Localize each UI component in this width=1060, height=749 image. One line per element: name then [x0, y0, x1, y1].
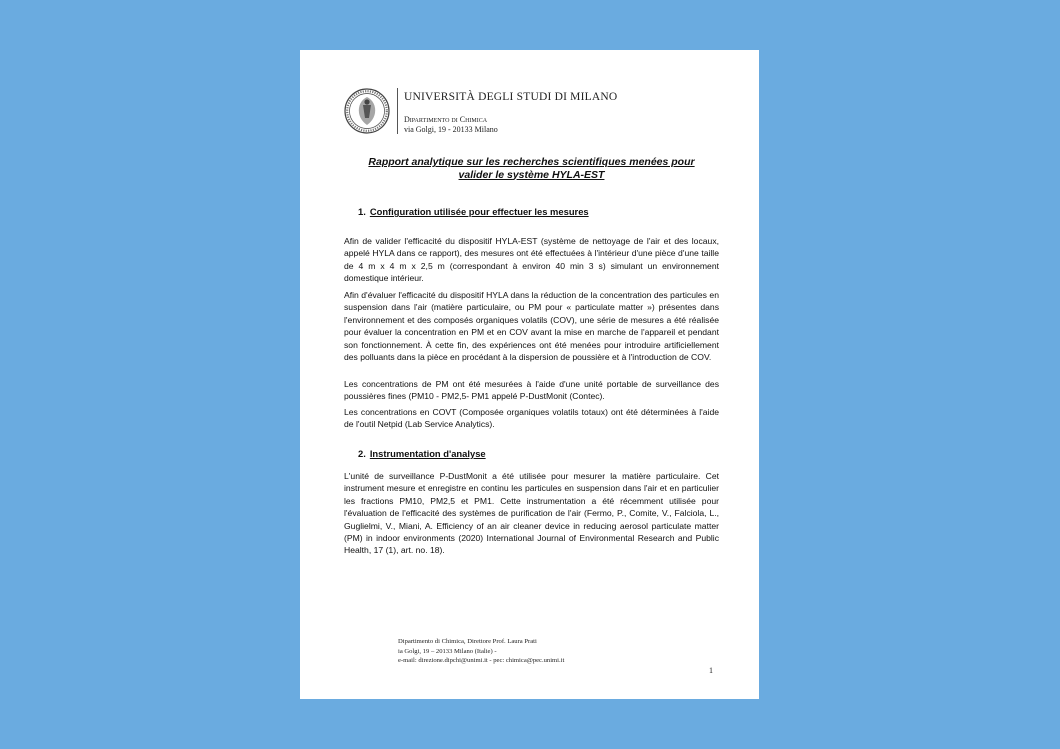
section-1-number: 1.	[358, 206, 366, 217]
footer-line-3: e-mail: direzione.dipchi@unimi.it - pec: chimica@pec.unimi.it	[398, 657, 565, 665]
department-name: Dipartimento di Chimica	[404, 115, 488, 124]
university-seal-logo	[344, 88, 390, 134]
page-footer	[398, 637, 564, 666]
document-page	[300, 50, 759, 699]
university-name: UNIVERSITÀ DEGLI STUDI DI MILANO	[404, 91, 618, 103]
header-divider	[397, 88, 398, 134]
title-line-1: Rapport analytique sur les recherches scientifiques menées pour	[368, 156, 695, 168]
section-1-title: Configuration utilisée pour effectuer les mesures	[369, 206, 589, 217]
department-address: via Golgi, 19 - 20133 Milano	[404, 125, 498, 134]
section-2-heading	[358, 448, 486, 459]
title-line-2: valider le système HYLA-EST	[458, 168, 605, 181]
section-1-heading	[358, 206, 589, 217]
section-2-number: 2.	[358, 448, 366, 459]
document-title	[344, 156, 719, 181]
footer-line-2: ia Golgi, 19 – 20133 Milano (Italie) -	[398, 647, 497, 655]
section-1-paragraph-2: Afin d'évaluer l'efficacité du dispositif HYLA dans la réduction de la concentration des particules en suspension dans l'air (matière particulaire, ou PM pour « particulate matter ») présentes dans l'environnement et des composés organiques volatils (COV), une série de mesures a été réalisée pour évaluer la concentration en PM et en COV avant la mise en marche de l'appareil et pendant son fonctionnement. À cette fin, des expériences ont été menées pour introduire artificiellement des polluants dans la pièce en procédant à la dispersion de poussière et à l'introduction de COV.	[344, 290, 719, 363]
section-1-paragraph-4: Les concentrations en COVT (Composée organiques volatils totaux) ont été déterminées à l'aide de l'outil Netpid (Lab Service Analytics).	[344, 407, 719, 430]
section-2-paragraph-1: L'unité de surveillance P-DustMonit a été utilisée pour mesurer la matière particulaire. Cet instrument mesure et enregistre en continu les particules en suspension dans l'air et en particulier les fractions PM10, PM2,5 et PM1. Cette instrumentation a été récemment utilisée pour l'évaluation de l'efficacité des systèmes de purification de l'air (Fermo, P., Comite, V., Falciola, L., Guglielmi, V., Miani, A. Efficiency of an air cleaner device in reducing aerosol particulate matter (PM) in indoor environments (2020) International Journal of Environmental Research and Public Health, 17 (1), art. no. 18).	[344, 471, 719, 556]
section-2-title: Instrumentation d'analyse	[369, 448, 486, 459]
footer-line-1: Dipartimento di Chimica, Direttore Prof. Laura Prati	[398, 638, 537, 645]
section-1-paragraph-3: Les concentrations de PM ont été mesurées à l'aide d'une unité portable de surveillance des poussières fines (PM10 - PM2,5- PM1 appelé P-DustMonit (Contec).	[344, 379, 719, 402]
section-1-paragraph-1: Afin de valider l'efficacité du dispositif HYLA-EST (système de nettoyage de l'air et des locaux, appelé HYLA dans ce rapport), des mesures ont été effectuées à l'intérieur d'une pièce d'une taille de 4 m x 4 m x 2,5 m (correspondant à environ 40 min 3 s) simulant un environnement domestique intérieur.	[344, 236, 719, 284]
page-number: 1	[709, 666, 713, 675]
